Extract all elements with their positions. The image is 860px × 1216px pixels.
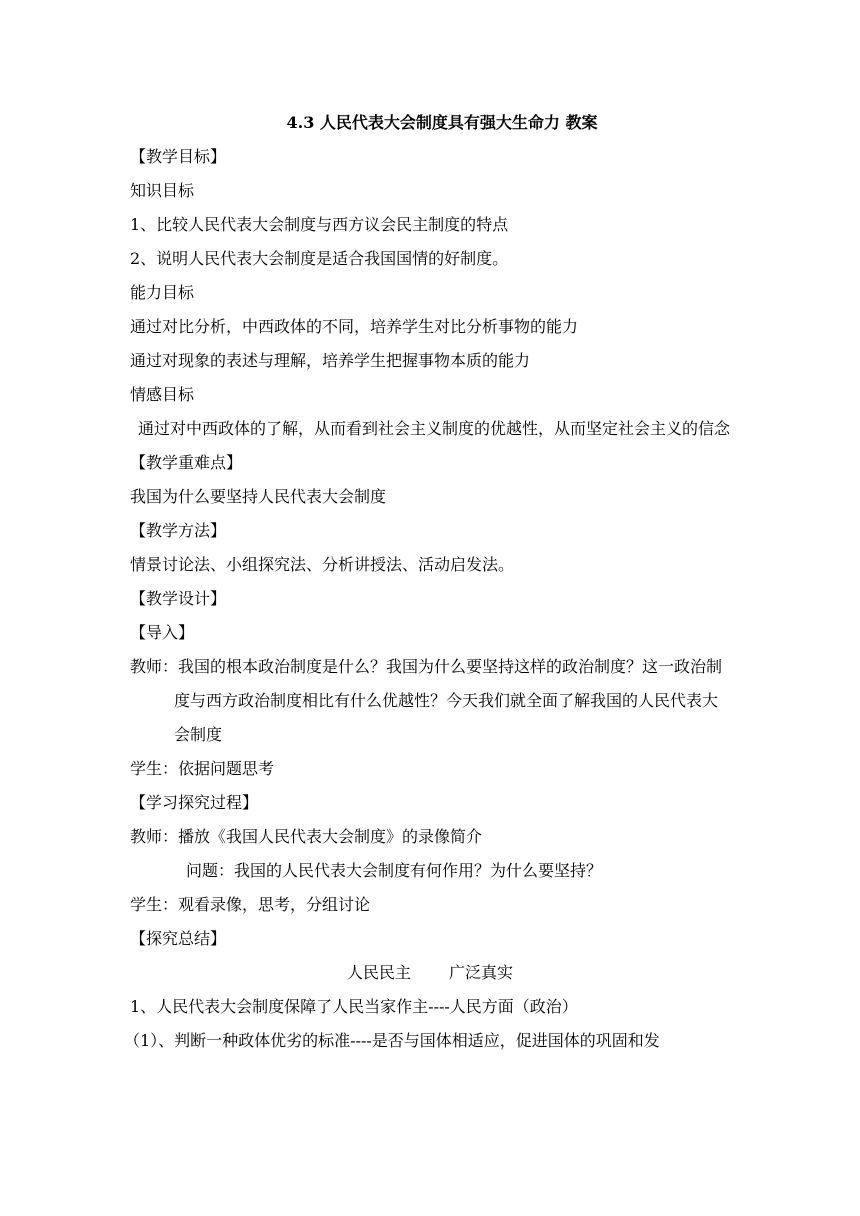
emotion-goal-paragraph: 通过对中西政体的了解，从而看到社会主义制度的优越性，从而坚定社会主义的信念 <box>138 419 731 438</box>
ability-goal-1: 通过对比分析，中西政体的不同，培养学生对比分析事物的能力 <box>130 317 579 336</box>
theme-left-text: 人民民主 <box>346 963 411 982</box>
student-thinking-line: 学生：依据问题思考 <box>130 759 275 778</box>
subheading-knowledge-goals: 知识目标 <box>130 181 195 200</box>
summary-point-1-sub: （1）、判断一种政体优劣的标准----是否与国体相适应，促进国体的巩固和发 <box>124 1031 660 1050</box>
summary-point-1: 1、人民代表大会制度保障了人民当家作主----人民方面（政治） <box>130 997 578 1016</box>
heading-inquiry-summary: 【探究总结】 <box>130 929 227 948</box>
document-title: 4.3 人民代表大会制度具有强大生命力 教案 <box>286 113 598 132</box>
heading-teaching-methods: 【教学方法】 <box>130 521 227 540</box>
heading-introduction: 【导入】 <box>130 623 195 642</box>
student-discussion-line: 学生：观看录像，思考，分组讨论 <box>130 895 371 914</box>
heading-teaching-goals: 【教学目标】 <box>130 147 227 166</box>
key-point-text: 我国为什么要坚持人民代表大会制度 <box>130 487 387 506</box>
knowledge-goal-1: 1、比较人民代表大会制度与西方议会民主制度的特点 <box>130 215 509 234</box>
theme-right-text: 广泛真实 <box>449 963 514 982</box>
ability-goal-2: 通过对现象的表述与理解，培养学生把握事物本质的能力 <box>130 351 531 370</box>
question-line: 问题：我国的人民代表大会制度有何作用？为什么要坚持？ <box>186 861 603 880</box>
centered-theme-line <box>130 956 730 990</box>
subheading-ability-goals: 能力目标 <box>130 283 195 302</box>
heading-learning-process: 【学习探究过程】 <box>130 793 259 812</box>
subheading-emotion-goals: 情感目标 <box>130 385 195 404</box>
knowledge-goal-2: 2、说明人民代表大会制度是适合我国国情的好制度。 <box>130 249 509 268</box>
document-body <box>124 106 731 1058</box>
teacher-intro-paragraph: 教师：我国的根本政治制度是什么？我国为什么要坚持这样的政治制度？这一政治制度与西方政治制度相比有什么优越性？今天我们就全面了解我国的人民代表大会制度 <box>130 657 723 744</box>
heading-key-difficult-points: 【教学重难点】 <box>130 453 243 472</box>
teaching-methods-text: 情景讨论法、小组探究法、分析讲授法、活动启发法。 <box>130 555 515 574</box>
teacher-video-line: 教师：播放《我国人民代表大会制度》的录像简介 <box>130 827 483 846</box>
heading-teaching-design: 【教学设计】 <box>130 589 227 608</box>
